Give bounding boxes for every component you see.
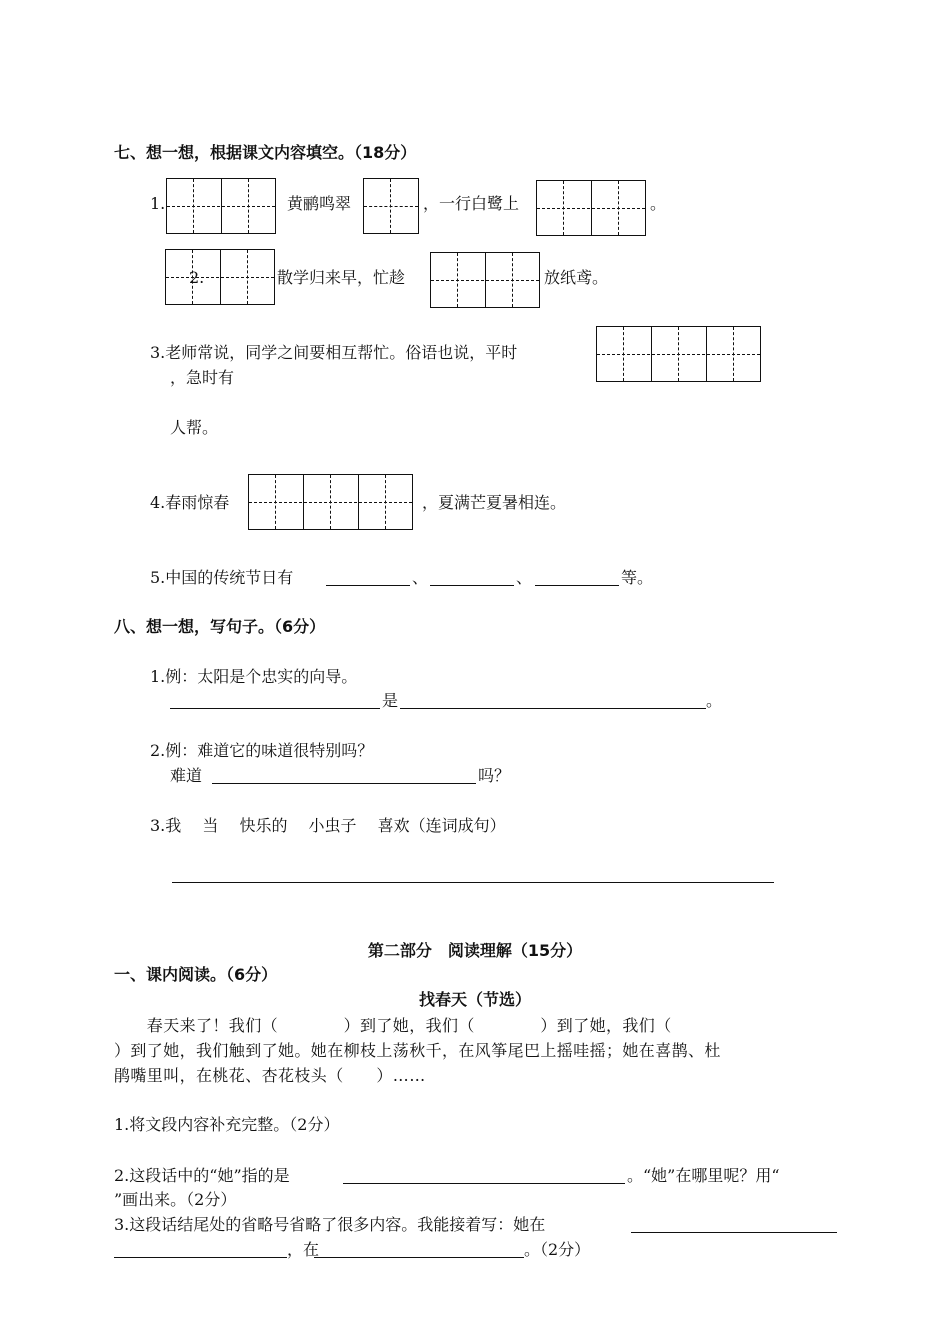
char-grid[interactable] <box>166 178 276 234</box>
q7-1-end: 。 <box>650 194 667 213</box>
answer-blank[interactable] <box>535 585 619 586</box>
answer-blank[interactable] <box>343 1183 625 1184</box>
answer-blank[interactable] <box>631 1232 837 1233</box>
passage-line: ）到了她，我们触到了她。她在柳枝上荡秋千，在风筝尾巴上摇哇摇；她在喜鹊、杜 <box>114 1041 721 1060</box>
answer-blank[interactable] <box>170 708 380 709</box>
reading-q2-c: ”画出来。（2分） <box>114 1190 237 1209</box>
char-grid[interactable] <box>165 249 275 305</box>
char-grid[interactable] <box>363 178 419 234</box>
answer-blank[interactable] <box>326 585 410 586</box>
reading-q2-b: 。“她”在哪里呢？用“ <box>627 1166 780 1185</box>
q7-1-text-b: ，一行白鹭上 <box>423 194 520 213</box>
char-grid[interactable] <box>248 474 413 530</box>
q7-5-text-a: 5.中国的传统节日有 <box>150 568 294 587</box>
q7-3-text-b: ，急时有 <box>170 368 235 387</box>
answer-blank[interactable] <box>430 585 514 586</box>
q7-5-sep: 、 <box>412 568 429 587</box>
q7-1-number: 1. <box>150 194 166 213</box>
section-7-title: 七、想一想，根据课文内容填空。（18分） <box>114 143 417 162</box>
part-2-title: 第二部分 阅读理解（15分） <box>367 941 583 960</box>
q7-4-text-b: ，夏满芒夏暑相连。 <box>422 493 567 512</box>
q7-5-end: 等。 <box>621 568 654 587</box>
q8-1-mid: 是 <box>382 691 399 710</box>
q7-2-number: 2. <box>189 268 205 287</box>
reading-q3-a: 3.这段话结尾处的省略号省略了很多内容。我能接着写：她在 <box>114 1215 546 1234</box>
answer-line[interactable] <box>172 882 774 883</box>
char-grid[interactable] <box>536 180 646 236</box>
answer-blank[interactable] <box>314 1257 524 1258</box>
q7-2-text-b: 放纸鸢。 <box>544 268 609 287</box>
q8-3-words: 3.我 当 快乐的 小虫子 喜欢（连词成句） <box>150 816 506 835</box>
answer-blank[interactable] <box>212 783 476 784</box>
section-8-title: 八、想一想，写句子。（6分） <box>114 617 326 636</box>
q7-2-text-a: 散学归来早，忙趁 <box>277 268 406 287</box>
q7-3-text-a: 3.老师常说，同学之间要相互帮忙。俗语也说，平时 <box>150 343 518 362</box>
char-grid[interactable] <box>596 326 761 382</box>
char-grid[interactable] <box>430 252 540 308</box>
reading-q3-c: 。（2分） <box>524 1240 591 1259</box>
passage-line: 鹃嘴里叫，在桃花、杏花枝头（ ）…… <box>114 1066 426 1085</box>
q7-5-sep: 、 <box>516 568 533 587</box>
answer-blank[interactable] <box>114 1257 287 1258</box>
q8-1-end: 。 <box>706 691 723 710</box>
q7-1-text-a: 黄鹂鸣翠 <box>287 194 352 213</box>
reading-q1: 1.将文段内容补充完整。（2分） <box>114 1115 340 1134</box>
q8-2-start: 难道 <box>170 766 203 785</box>
q8-2-end: 吗？ <box>478 766 511 785</box>
answer-blank[interactable] <box>400 708 706 709</box>
passage-line: 春天来了！我们（ ）到了她，我们（ ）到了她，我们（ <box>114 1016 672 1035</box>
reading-section-title: 一、课内阅读。（6分） <box>114 965 278 984</box>
q8-2-example: 2.例：难道它的味道很特别吗？ <box>150 741 374 760</box>
reading-q3-b: ，在 <box>287 1240 320 1259</box>
passage-title: 找春天（节选） <box>418 990 531 1009</box>
q7-4-text-a: 4.春雨惊春 <box>150 493 230 512</box>
q8-1-example: 1.例：太阳是个忠实的向导。 <box>150 667 358 686</box>
reading-q2-a: 2.这段话中的“她”指的是 <box>114 1166 290 1185</box>
q7-3-text-c: 人帮。 <box>170 418 219 437</box>
